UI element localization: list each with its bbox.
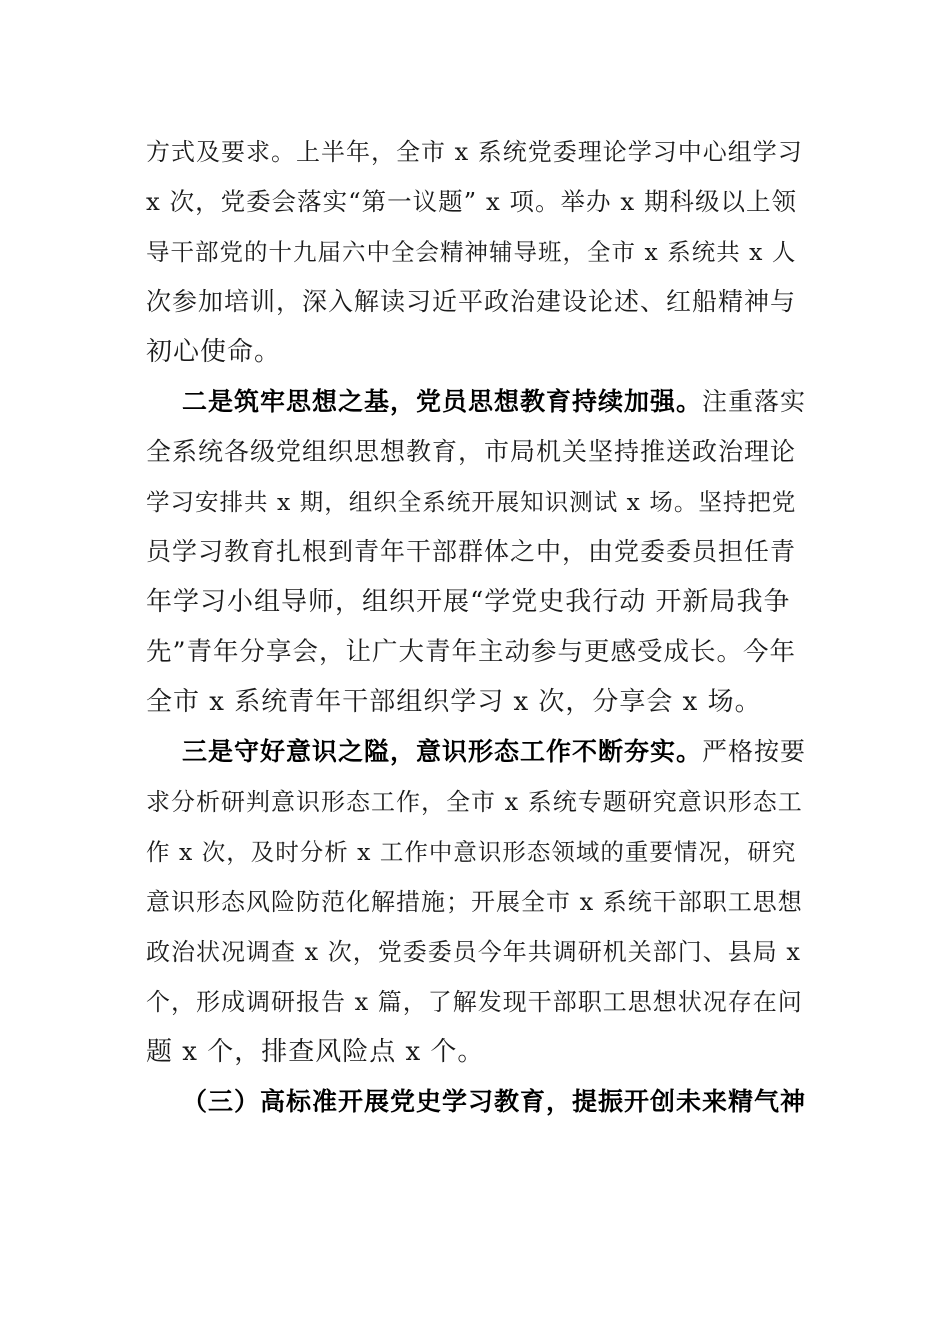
paragraph-3-line-4: 意识形态风险防范化解措施；开展全市 x 系统干部职工思想: [146, 888, 803, 916]
paragraph-2-line-4: 员学习教育扎根到青年干部群体之中，由党委委员担任青: [146, 537, 797, 566]
paragraph-1-line-1: 方式及要求。上半年，全市 x 系统党委理论学习中心组学习: [146, 138, 803, 166]
paragraph-3-line-7: 题 x 个，排查风险点 x 个。: [146, 1037, 485, 1067]
paragraph-1-line-2: x 次，党委会落实“第一议题” x 项。举办 x 期科级以上领: [146, 187, 797, 216]
paragraph-3-heading: 三是守好意识之隘，意识形态工作不断夯实。: [182, 737, 703, 766]
paragraph-3-line-1: [182, 736, 806, 768]
paragraph-2-line-7: 全市 x 系统青年干部组织学习 x 次，分享会 x 场。: [146, 687, 762, 717]
paragraph-2-line-6: 先”青年分享会，让广大青年主动参与更感受成长。今年: [146, 637, 797, 667]
paragraph-2-line-2: 全系统各级党组织思想教育，市局机关坚持推送政治理论: [146, 437, 797, 466]
paragraph-2-line-3: 学习安排共 x 期，组织全系统开展知识测试 x 场。坚持把党: [146, 488, 797, 516]
paragraph-2-line-5: 年学习小组导师，组织开展“学党史我行动 开新局我争: [146, 587, 791, 617]
paragraph-2-line-1-text: 注重落实: [702, 387, 807, 416]
paragraph-3-line-6: 个，形成调研报告 x 篇，了解发现干部职工思想状况存在问: [146, 988, 803, 1016]
paragraph-1-line-4: 次参加培训，深入解读习近平政治建设论述、红船精神与: [146, 287, 797, 316]
paragraph-1-line-3: 导干部党的十九届六中全会精神辅导班，全市 x 系统共 x 人: [146, 238, 797, 266]
paragraph-3-line-5: 政治状况调查 x 次，党委委员今年共调研机关部门、县局 x: [146, 938, 801, 966]
paragraph-2-heading: 二是筑牢思想之基，党员思想教育持续加强。: [182, 387, 703, 416]
paragraph-1-line-5: 初心使命。: [146, 337, 282, 367]
paragraph-3-line-1-text: 严格按要: [702, 737, 807, 766]
paragraph-3-line-3: 作 x 次，及时分析 x 工作中意识形态领域的重要情况，研究: [146, 838, 797, 866]
paragraph-2-line-1: [182, 386, 806, 418]
section-heading: （三）高标准开展党史学习教育，提振开创未来精气神: [182, 1087, 807, 1116]
paragraph-3-line-2: 求分析研判意识形态工作，全市 x 系统专题研究意识形态工: [146, 788, 803, 816]
